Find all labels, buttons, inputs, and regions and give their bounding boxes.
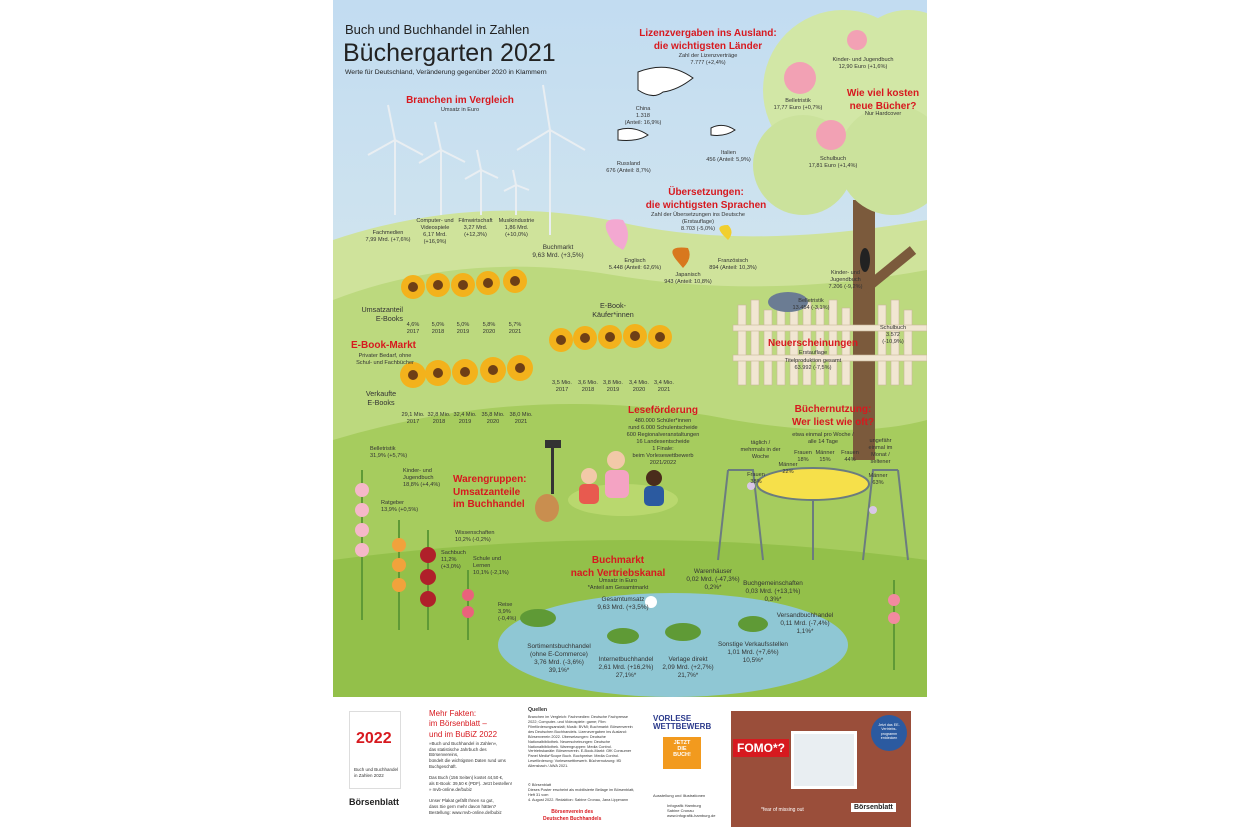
- uebersetzung-englisch: Englisch 5.448 (Anteil: 62,6%): [608, 258, 662, 271]
- nutzung-weekly-frauen: Frauen 18%: [794, 450, 812, 463]
- ebook-markt-note: Privater Bedarf, ohne Schul- und Fachbücher: [356, 353, 414, 366]
- branchen-film: Filmwirtschaft 3,27 Mrd. (+12,3%): [458, 218, 493, 238]
- ebook-verkauft-title: Verkaufte E-Books: [365, 389, 397, 407]
- neuerscheinungen-total: Titelproduktion gesamt 63.992 (-7,5%): [784, 358, 842, 371]
- ware-reise: Reise 3,9% (-0,4%): [498, 602, 517, 622]
- vertrieb-buchgemeinschaften: Buchgemeinschaften 0,03 Mrd. (+13,1%) 0,3%*: [743, 580, 803, 603]
- ebook-verkauft-2021: 38,0 Mio. 2021: [509, 412, 533, 425]
- bubiz-cover: [349, 711, 401, 789]
- vertrieb-sonstige: Sonstige Verkaufsstellen 1,01 Mrd. (+7,6%) 10,5%*: [718, 641, 788, 664]
- vertrieb-sortiment: Sortimentsbuchhandel (ohne E-Commerce) 3,76 Mrd. (-3,6%) 39,1%*: [527, 643, 591, 674]
- ware-ratgeber: Ratgeber 13,9% (+0,5%): [381, 500, 419, 513]
- ebook-kaeufer-2020: 3,4 Mio. 2020: [629, 380, 649, 393]
- ebook-umsatz-value-2018: 5,0% 2018: [431, 322, 445, 335]
- lesefoerderung-title: Leseförderung: [627, 405, 698, 416]
- imprint: © Börsenblatt Dieses Poster erscheint als mobilisierte Beilage im Börsenblatt, Heft 31 vom 4. August 2022. Redaktion: Sabine Cronau, Jana Lippmann: [528, 783, 635, 802]
- neu-schulbuch: Schulbuch 3.572 (-10,9%): [879, 325, 907, 345]
- promo-body: »Buch und Buchhandel in Zahlen«, das statistische Jahrbuch des Börsenvereins, bündelt die wichtigsten Daten rund ums Buchgeschäft. Das Buch (156 Seiten) kostet 44,50 €, als E-Book: 39,50 € (PDF). Jetzt bestellen! » mvb-online.de/bubiz Unser Plakat gefällt Ihnen so gut, dass Sie gern mehr davon hätten? Bestellung: www.mvb-online.de/bubiz: [429, 741, 512, 815]
- branchen-fachmedien: Fachmedien 7,99 Mrd. (+7,6%): [365, 230, 411, 243]
- ebook-verkauft-2018: 32,8 Mio. 2018: [427, 412, 451, 425]
- promo-title: Mehr Fakten: im Börsenblatt – und im BuBiZ 2022: [429, 709, 498, 739]
- ware-schule: Schule und Lernen 10,1% (-2,1%): [473, 556, 509, 576]
- fomo-logo: Börsenblatt: [851, 803, 896, 812]
- nutzung-monthly-maenner: Männer 63%: [868, 473, 888, 486]
- poster-kicker: Buch und Buchhandel in Zahlen: [345, 22, 530, 37]
- lizenz-russland: Russland 676 (Anteil: 8,7%): [606, 161, 651, 174]
- ebook-kaeufer-2019: 3,8 Mio. 2019: [603, 380, 623, 393]
- branchen-musik: Musikindustrie 1,86 Mrd. (+10,0%): [498, 218, 535, 238]
- sources-body: Branchen im Vergleich: Fachmedien: Deutsche Fachpresse 2022; Computer- und Videospiele: game; Film: Filmförderungsanstalt; Musik: BVMI; Buchmarkt: Börsenverein des Deutschen Buchhandels. Lizenzvergaben ins Ausland: Börsenverein 2022. Übersetzungen: Deutsche Nationalbibliothek. Neuerscheinungen: Deutsche Nationalbibliothek. Warengruppen: Media Control. Vertriebskanäle: Börsenverein. E-Book-Markt: GfK Consumer Panel Media*Scope Buch. Buchpreise: Media Control. Leseförderung: Vorlesewettbewerb. Büchernutzung: IfD Allensbach / AWA 2021.: [528, 715, 633, 769]
- vertrieb-warenhaeuser: Warenhäuser 0,02 Mrd. (-47,3%) 0,2%*: [686, 568, 740, 591]
- nutzung-daily-maenner: Männer 22%: [778, 462, 798, 475]
- branchen-buchmarkt: Buchmarkt 9,63 Mrd. (+3,5%): [532, 244, 584, 259]
- ebook-verkauft-2019: 32,4 Mio. 2019: [453, 412, 477, 425]
- lizenz-italien: Italien 456 (Anteil: 5,9%): [706, 150, 751, 163]
- ware-belletristik: Belletristik 31,9% (+5,7%): [370, 446, 408, 459]
- nutzung-group-weekly: etwa einmal pro Woche / alle 14 Tage: [792, 432, 854, 445]
- preise-note: Nur Hardcover: [864, 111, 902, 117]
- uebersetzung-franzoesisch: Französisch 894 (Anteil: 10,3%): [709, 258, 757, 271]
- ebook-umsatz-title: Umsatzanteil E-Books: [361, 305, 403, 323]
- bubiz-cover-number: 2022: [356, 730, 392, 747]
- vertrieb-title: Buchmarkt nach Vertriebskanal: [570, 555, 666, 579]
- ebook-kaeufer-title: E-Book- Käufer*innen: [592, 301, 634, 319]
- nutzung-daily-frauen: Frauen 38%: [747, 472, 765, 485]
- poster-title: Büchergarten 2021: [343, 39, 556, 67]
- fomo-badge: Jetzt das EE- Vertriebs- programm entdecken: [871, 715, 907, 751]
- uebersetzungen-title: Übersetzungen: die wichtigsten Sprachen: [645, 187, 767, 211]
- nutzung-monthly-frauen: Frauen 44%: [841, 450, 859, 463]
- vorlesewettbewerb-logo: VORLESE WETTBEWERB: [653, 714, 712, 731]
- uebersetzungen-total: Zahl der Übersetzungen ins Deutsche (Erstauflage) 8.703 (-5,0%): [651, 212, 745, 232]
- buechernutzung-title: Büchernutzung: Wer liest wie oft?: [791, 404, 875, 428]
- ebook-umsatz-value-2017: 4,6% 2017: [406, 322, 420, 335]
- poster: [333, 0, 927, 697]
- nutzung-weekly-maenner: Männer 15%: [815, 450, 835, 463]
- vertrieb-total: Gesamtumsatz 9,63 Mrd. (+3,5%): [597, 596, 649, 611]
- fomo-window: [791, 731, 857, 789]
- ebook-kaeufer-2018: 3,6 Mio. 2018: [578, 380, 598, 393]
- ware-kinder: Kinder- und Jugendbuch 18,8% (+4,4%): [403, 468, 441, 488]
- neuerscheinungen-title: Neuerscheinungen: [767, 338, 859, 349]
- branchen-title: Branchen im Vergleich: [406, 95, 514, 106]
- ebook-verkauft-2017: 29,1 Mio. 2017: [401, 412, 425, 425]
- vertrieb-internet: Internetbuchhandel 2,61 Mrd. (+16,2%) 27,1%*: [598, 656, 654, 679]
- buch-badge: JETZT DIE BUCH!: [663, 737, 701, 769]
- neu-kinder: Kinder- und Jugendbuch 7.206 (-9,2%): [828, 270, 863, 290]
- vertrieb-verlage: Verlage direkt 2,09 Mrd. (+2,7%) 21,7%*: [662, 656, 714, 679]
- ebook-verkauft-2020: 35,8 Mio. 2020: [481, 412, 505, 425]
- fomo-caption: *fear of missing out: [761, 807, 804, 813]
- poster-footer: [333, 697, 927, 840]
- ebook-umsatz-value-2019: 5,0% 2019: [456, 322, 470, 335]
- branchen-games: Computer- und Videospiele 6,17 Mrd. (+16,9%): [416, 218, 454, 245]
- vertrieb-versand: Versandbuchhandel 0,11 Mrd. (-7,4%) 1,1%*: [776, 612, 834, 635]
- neuerscheinungen-note: Erstauflage: [798, 350, 828, 356]
- ebook-umsatz-value-2021: 5,7% 2021: [508, 322, 522, 335]
- ebook-markt-title: E-Book-Markt: [351, 340, 417, 351]
- fomo-label: FOMO*?: [733, 739, 789, 757]
- fomo-ad: [731, 711, 911, 827]
- lizenz-total: Zahl der Lizenzverträge 7.777 (+2,4%): [678, 53, 738, 66]
- poster-subtitle: Werte für Deutschland, Veränderung gegenüber 2020 in Klammern: [345, 69, 547, 76]
- preis-kinder: Kinder- und Jugendbuch 12,90 Euro (+1,6%): [832, 57, 894, 70]
- ebook-kaeufer-2017: 3,5 Mio. 2017: [552, 380, 572, 393]
- lizenz-china: China 1.318 (Anteil: 16,9%): [624, 106, 662, 126]
- sources-title: Quellen: [528, 707, 548, 713]
- uebersetzung-japanisch: Japanisch 943 (Anteil: 10,8%): [664, 272, 712, 285]
- preis-belletristik: Belletristik 17,77 Euro (+0,7%): [773, 98, 823, 111]
- nutzung-group-daily: täglich / mehrmals in der Woche: [740, 440, 781, 460]
- ebook-umsatz-value-2020: 5,8% 2020: [482, 322, 496, 335]
- lesefoerderung-body: 480.000 Schüler*innen rund 6.000 Schulentscheide 600 Regionalveranstaltungen 16 Landesentscheide 1 Finale: beim Vorlesewettbewerb 2021/2022: [626, 418, 700, 466]
- ebook-kaeufer-2021: 3,4 Mio. 2021: [654, 380, 674, 393]
- nutzung-group-monthly: ungefähr einmal im Monat / seltener: [868, 438, 893, 465]
- neu-belletristik: Belletristik 13.454 (-3,1%): [792, 298, 830, 311]
- bubiz-cover-label: Buch und Buchhandel in Zahlen 2022: [354, 767, 399, 778]
- warengruppen-title: Warengruppen: Umsatzanteile im Buchhandel: [453, 474, 527, 510]
- branchen-unit: Umsatz in Euro: [440, 107, 480, 113]
- lizenz-title: Lizenzvergaben ins Ausland: die wichtigsten Länder: [639, 28, 777, 52]
- partner-label: Ausstellung und Illustrationen: [653, 793, 706, 798]
- ware-sachbuch: Sachbuch 11,2% (+3,0%): [441, 550, 466, 570]
- publisher-logo: Börsenverein des Deutschen Buchhandels: [543, 809, 602, 822]
- preis-schulbuch: Schulbuch 17,81 Euro (+1,4%): [808, 156, 858, 169]
- preise-title: Wie viel kosten neue Bücher?: [846, 88, 920, 112]
- infografik-label: Infografik Hamburg Sabine Cronau www.infografik-hamburg.de: [667, 803, 716, 819]
- boersenblatt-logo: Börsenblatt: [349, 797, 400, 807]
- vertrieb-note: Umsatz in Euro *Anteil am Gesamtmarkt: [587, 578, 649, 591]
- ware-wissenschaften: Wissenschaften 10,2% (-0,2%): [455, 530, 495, 543]
